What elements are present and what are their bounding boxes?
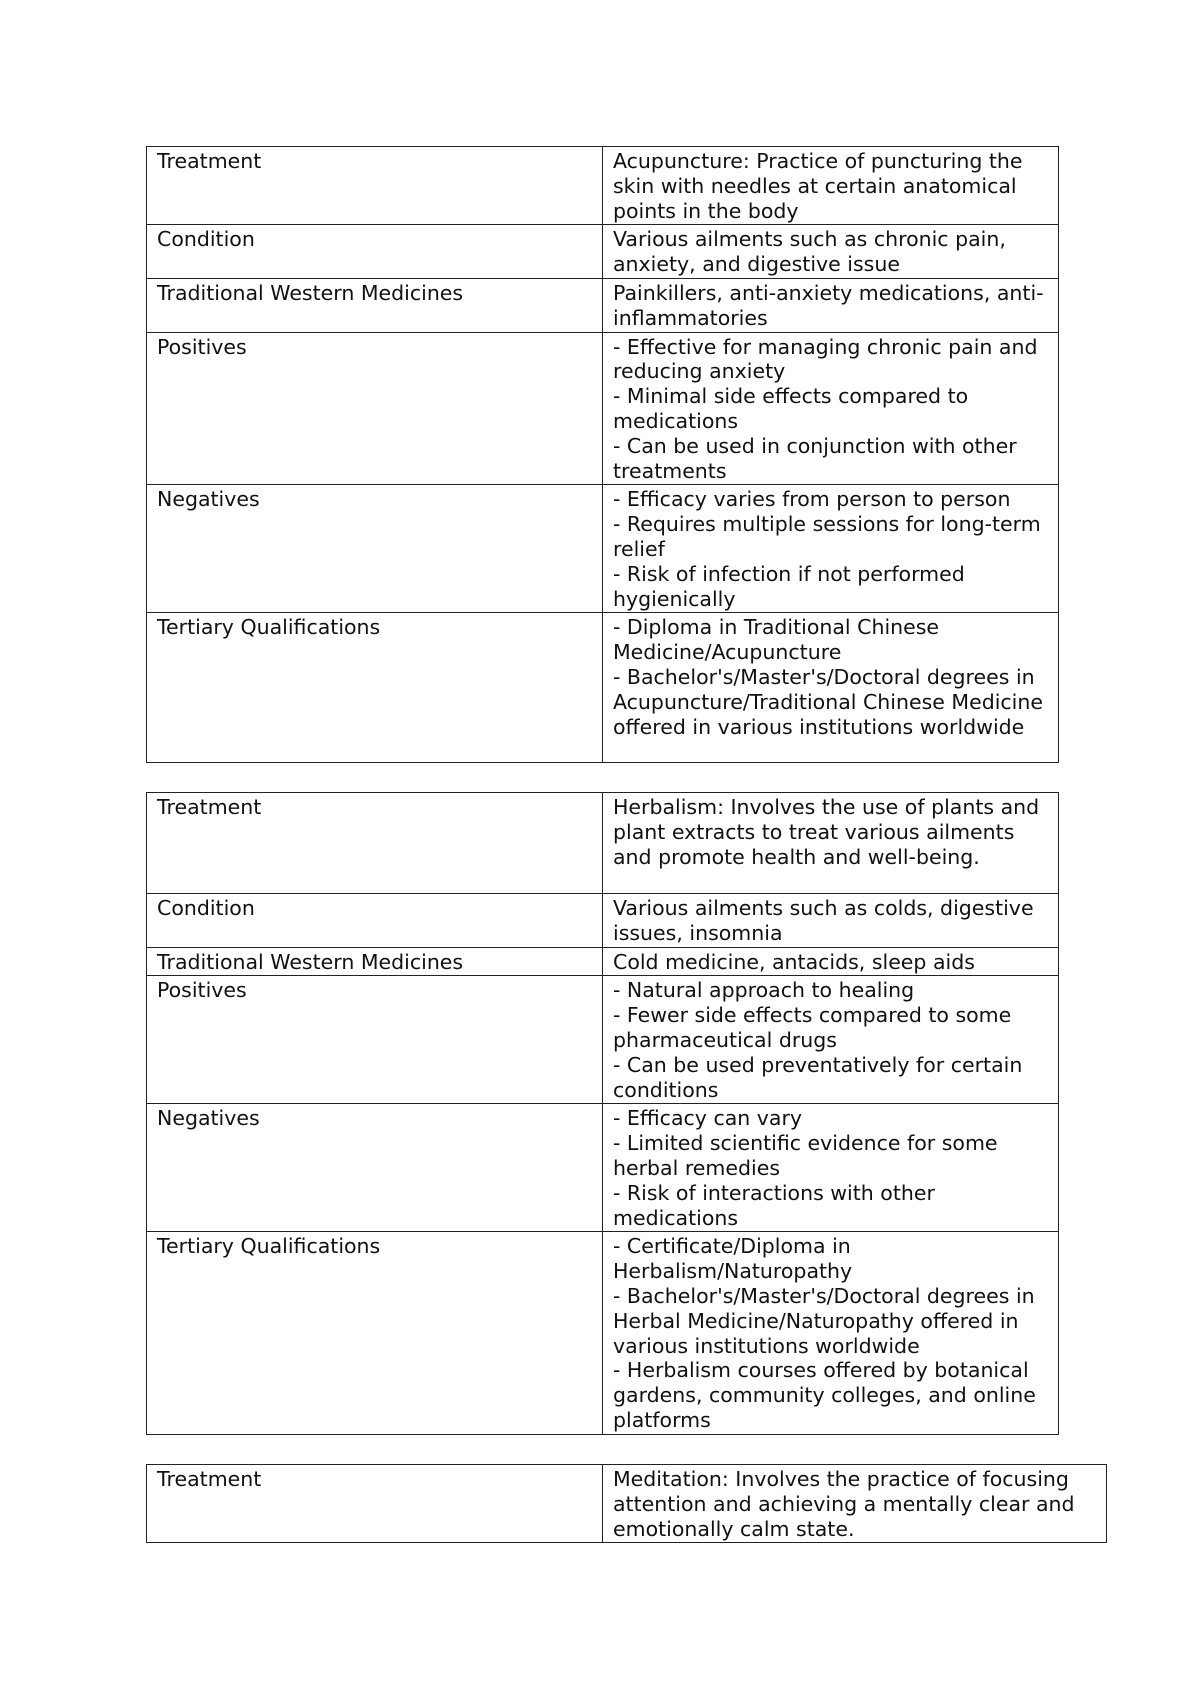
meditation-table xyxy=(146,1464,1107,1543)
table-row xyxy=(147,894,1059,948)
table-row xyxy=(147,147,1059,225)
table-row xyxy=(147,278,1059,332)
table-row xyxy=(147,976,1059,1104)
herbalism-table xyxy=(146,792,1059,1435)
row-label: Tertiary Qualifications xyxy=(147,1232,603,1434)
table-row xyxy=(147,485,1059,613)
row-value: - Efficacy varies from person to person - Requires multiple sessions for long-term relief - Risk of infection if not performed hygienically xyxy=(603,485,1059,613)
row-label: Condition xyxy=(147,225,603,279)
row-label: Traditional Western Medicines xyxy=(147,947,603,976)
row-label: Traditional Western Medicines xyxy=(147,278,603,332)
row-value: Various ailments such as chronic pain, anxiety, and digestive issue xyxy=(603,225,1059,279)
row-label: Negatives xyxy=(147,485,603,613)
row-value: Painkillers, anti-anxiety medications, anti-inflammatories xyxy=(603,278,1059,332)
row-label: Condition xyxy=(147,894,603,948)
table-row xyxy=(147,1465,1107,1543)
row-value: - Efficacy can vary - Limited scientific evidence for some herbal remedies - Risk of interactions with other medications xyxy=(603,1104,1059,1232)
table-row xyxy=(147,225,1059,279)
row-label: Positives xyxy=(147,976,603,1104)
row-value: - Diploma in Traditional Chinese Medicine/Acupuncture - Bachelor's/Master's/Doctoral degrees in Acupuncture/Traditional Chinese Medicine offered in various institutions worldwide xyxy=(603,613,1059,763)
row-value: - Certificate/Diploma in Herbalism/Naturopathy - Bachelor's/Master's/Doctoral degrees in Herbal Medicine/Naturopathy offered in various institutions worldwide - Herbalism courses offered by botanical gardens, community colleges, and online platforms xyxy=(603,1232,1059,1434)
row-value: Meditation: Involves the practice of focusing attention and achieving a mentally clear and emotionally calm state. xyxy=(603,1465,1107,1543)
row-label: Positives xyxy=(147,332,603,485)
row-value: - Natural approach to healing - Fewer side effects compared to some pharmaceutical drugs - Can be used preventatively for certain conditions xyxy=(603,976,1059,1104)
row-label: Treatment xyxy=(147,147,603,225)
table-row xyxy=(147,613,1059,763)
row-label: Negatives xyxy=(147,1104,603,1232)
row-value: Various ailments such as colds, digestive issues, insomnia xyxy=(603,894,1059,948)
row-value: Cold medicine, antacids, sleep aids xyxy=(603,947,1059,976)
row-label: Treatment xyxy=(147,793,603,894)
table-row xyxy=(147,1104,1059,1232)
acupuncture-table xyxy=(146,146,1059,763)
row-value: Acupuncture: Practice of puncturing the skin with needles at certain anatomical points in the body xyxy=(603,147,1059,225)
table-row xyxy=(147,1232,1059,1434)
row-label: Tertiary Qualifications xyxy=(147,613,603,763)
row-value: Herbalism: Involves the use of plants and plant extracts to treat various ailments and promote health and well-being. xyxy=(603,793,1059,894)
row-value: - Effective for managing chronic pain and reducing anxiety - Minimal side effects compared to medications - Can be used in conjunction with other treatments xyxy=(603,332,1059,485)
row-label: Treatment xyxy=(147,1465,603,1543)
table-row xyxy=(147,332,1059,485)
table-row xyxy=(147,947,1059,976)
table-row xyxy=(147,793,1059,894)
